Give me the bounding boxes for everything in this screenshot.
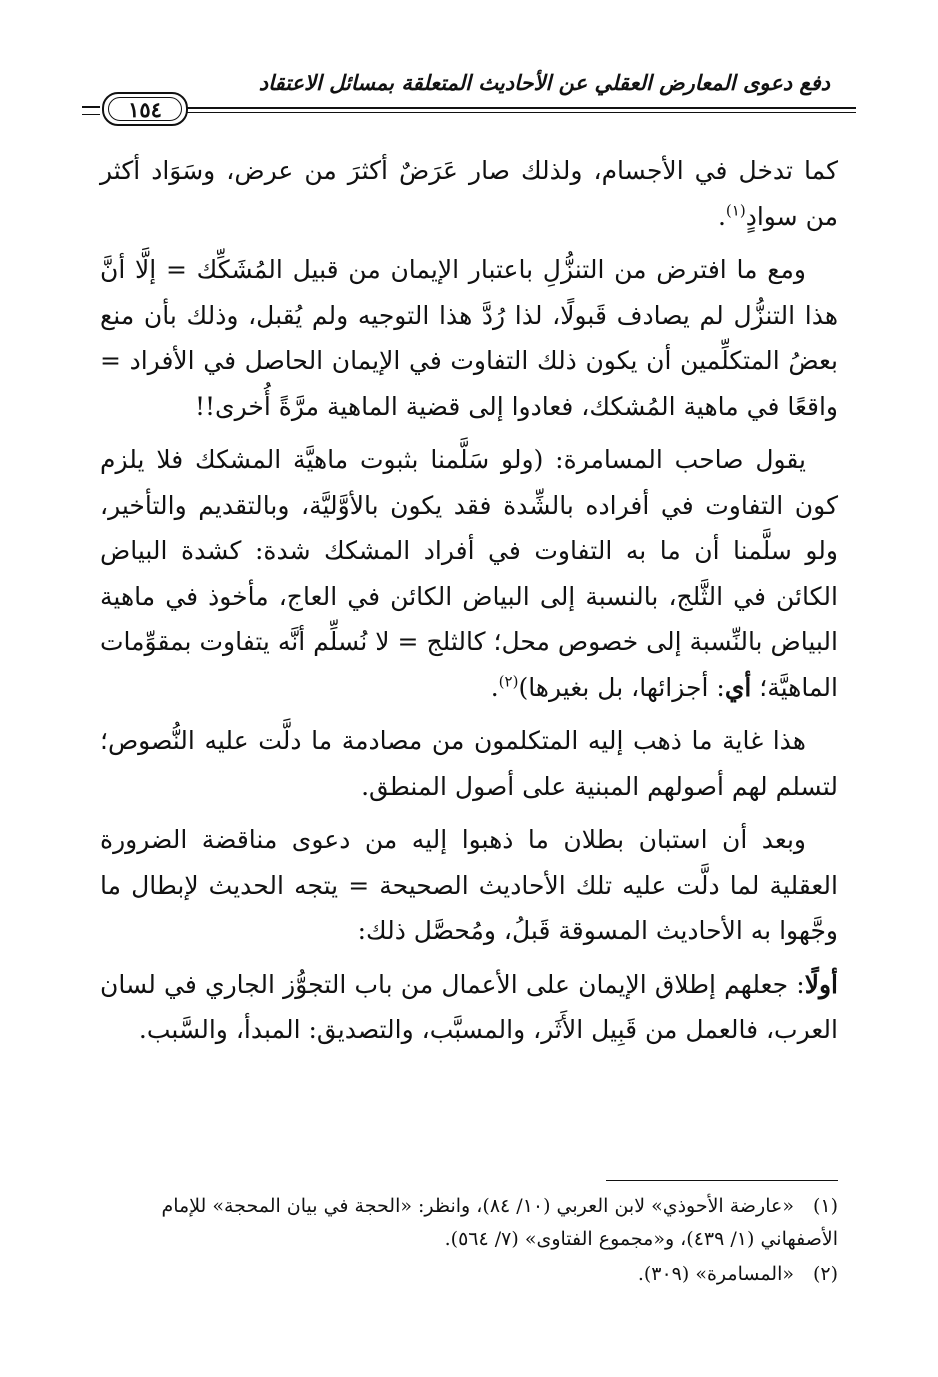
page-number-frame [102, 92, 188, 126]
footnote-1-number: (١) [812, 1195, 838, 1217]
paragraph-6 [100, 962, 838, 1053]
paragraph-1-end: . [717, 201, 726, 231]
paragraph-2: ومع ما افترض من التنزُّلِ باعتبار الإيمان من قبيل المُشَكِّك = إلَّا أنَّ هذا التنزُّل لم يصادف قَبولًا، لذا رُدَّ هذا التوجيه ولم يُقبل، وذلك بأن منع بعضُ المتكلِّمين أن يكون ذلك التفاوت في الإيمان الحاصل في الأفراد = واقعًا في ماهية المُشكك، فعادوا إلى قضية الماهية مرَّةً أُخرى!! [100, 255, 838, 421]
paragraph-1 [100, 148, 838, 239]
paragraph-3-bold-word: أي [724, 672, 752, 702]
running-title: دفع دعوى المعارض العقلي عن الأحاديث المتعلقة بمسائل الاعتقاد [258, 70, 830, 95]
paragraph-3-text-a: يقول صاحب المسامرة: (ولو سَلَّمنا بثبوت ماهيَّة المشكك فلا يلزم كون التفاوت في أفراده بالشِّدة فقد يكون بالأوَّليَّة، وبالتقديم والتأخير، ولو سلَّمنا أن ما به التفاوت في أفراد المشكك شدة: كشدة البياض الكائن في الثَّلج، بالنسبة إلى البياض الكائن في العاج، مأخوذ في ماهية البياض بالنِّسبة إلى خصوص محل؛ كالثلج = لا نُسلِّم أنَّه يتفاوت بمقوِّمات الماهيَّة؛ [100, 445, 838, 702]
paragraph-6-lead: أولًا [804, 969, 838, 999]
header-rule-thin [176, 112, 856, 113]
footnote-ref-1: (١) [725, 201, 746, 220]
footnote-ref-2: (٢) [498, 672, 519, 691]
paragraph-1-text: كما تدخل في الأجسام، ولذلك صار عَرَضٌ أكثرَ من عرض، وسَوَاد أكثر من سوادٍ [100, 156, 838, 231]
footnote-2-text: «المسامرة» (٣٠٩). [637, 1263, 794, 1285]
paragraph-3 [100, 437, 838, 710]
paragraph-4: هذا غاية ما ذهب إليه المتكلمون من مصادمة ما دلَّت عليه النُّصوص؛ لتسلم لهم أصولهم المبنية على أصول المنطق. [100, 726, 838, 801]
page-number: ١٥٤ [108, 97, 182, 121]
footnote-2-number: (٢) [812, 1263, 838, 1285]
footnote-1 [100, 1190, 838, 1256]
main-text [100, 148, 838, 1061]
footnote-1-text: «عارضة الأحوذي» لابن العربي (١٠/ ٨٤)، وانظر: «الحجة في بيان المحجة» للإمام الأصفهاني (١/ ٤٣٩)، و«مجموع الفتاوى» (٧/ ٥٦٤). [161, 1195, 838, 1250]
footnote-2 [100, 1258, 838, 1291]
header-rule [176, 107, 856, 109]
paragraph-3-text-b: : أجزائها، بل بغيرها) [518, 672, 725, 702]
paragraph-5: وبعد أن استبان بطلان ما ذهبوا إليه من دعوى مناقضة الضرورة العقلية لما دلَّت عليه تلك الأحاديث الصحيحة = يتجه الحديث لإبطال ما وجَّهوا به الأحاديث المسوقة قَبلُ، ومُحصَّل ذلك: [100, 825, 838, 945]
footnotes [100, 1190, 838, 1293]
paragraph-3-end: . [490, 672, 499, 702]
paragraph-6-text: : جعلهم إطلاق الإيمان على الأعمال من باب التجوُّز الجاري في لسان العرب، فالعمل من قَبِيل الأَثَر، والمسبَّب، والتصديق: المبدأ، والسَّبب. [100, 969, 838, 1044]
footnote-separator [606, 1180, 838, 1181]
header-ornament-left [82, 106, 100, 115]
